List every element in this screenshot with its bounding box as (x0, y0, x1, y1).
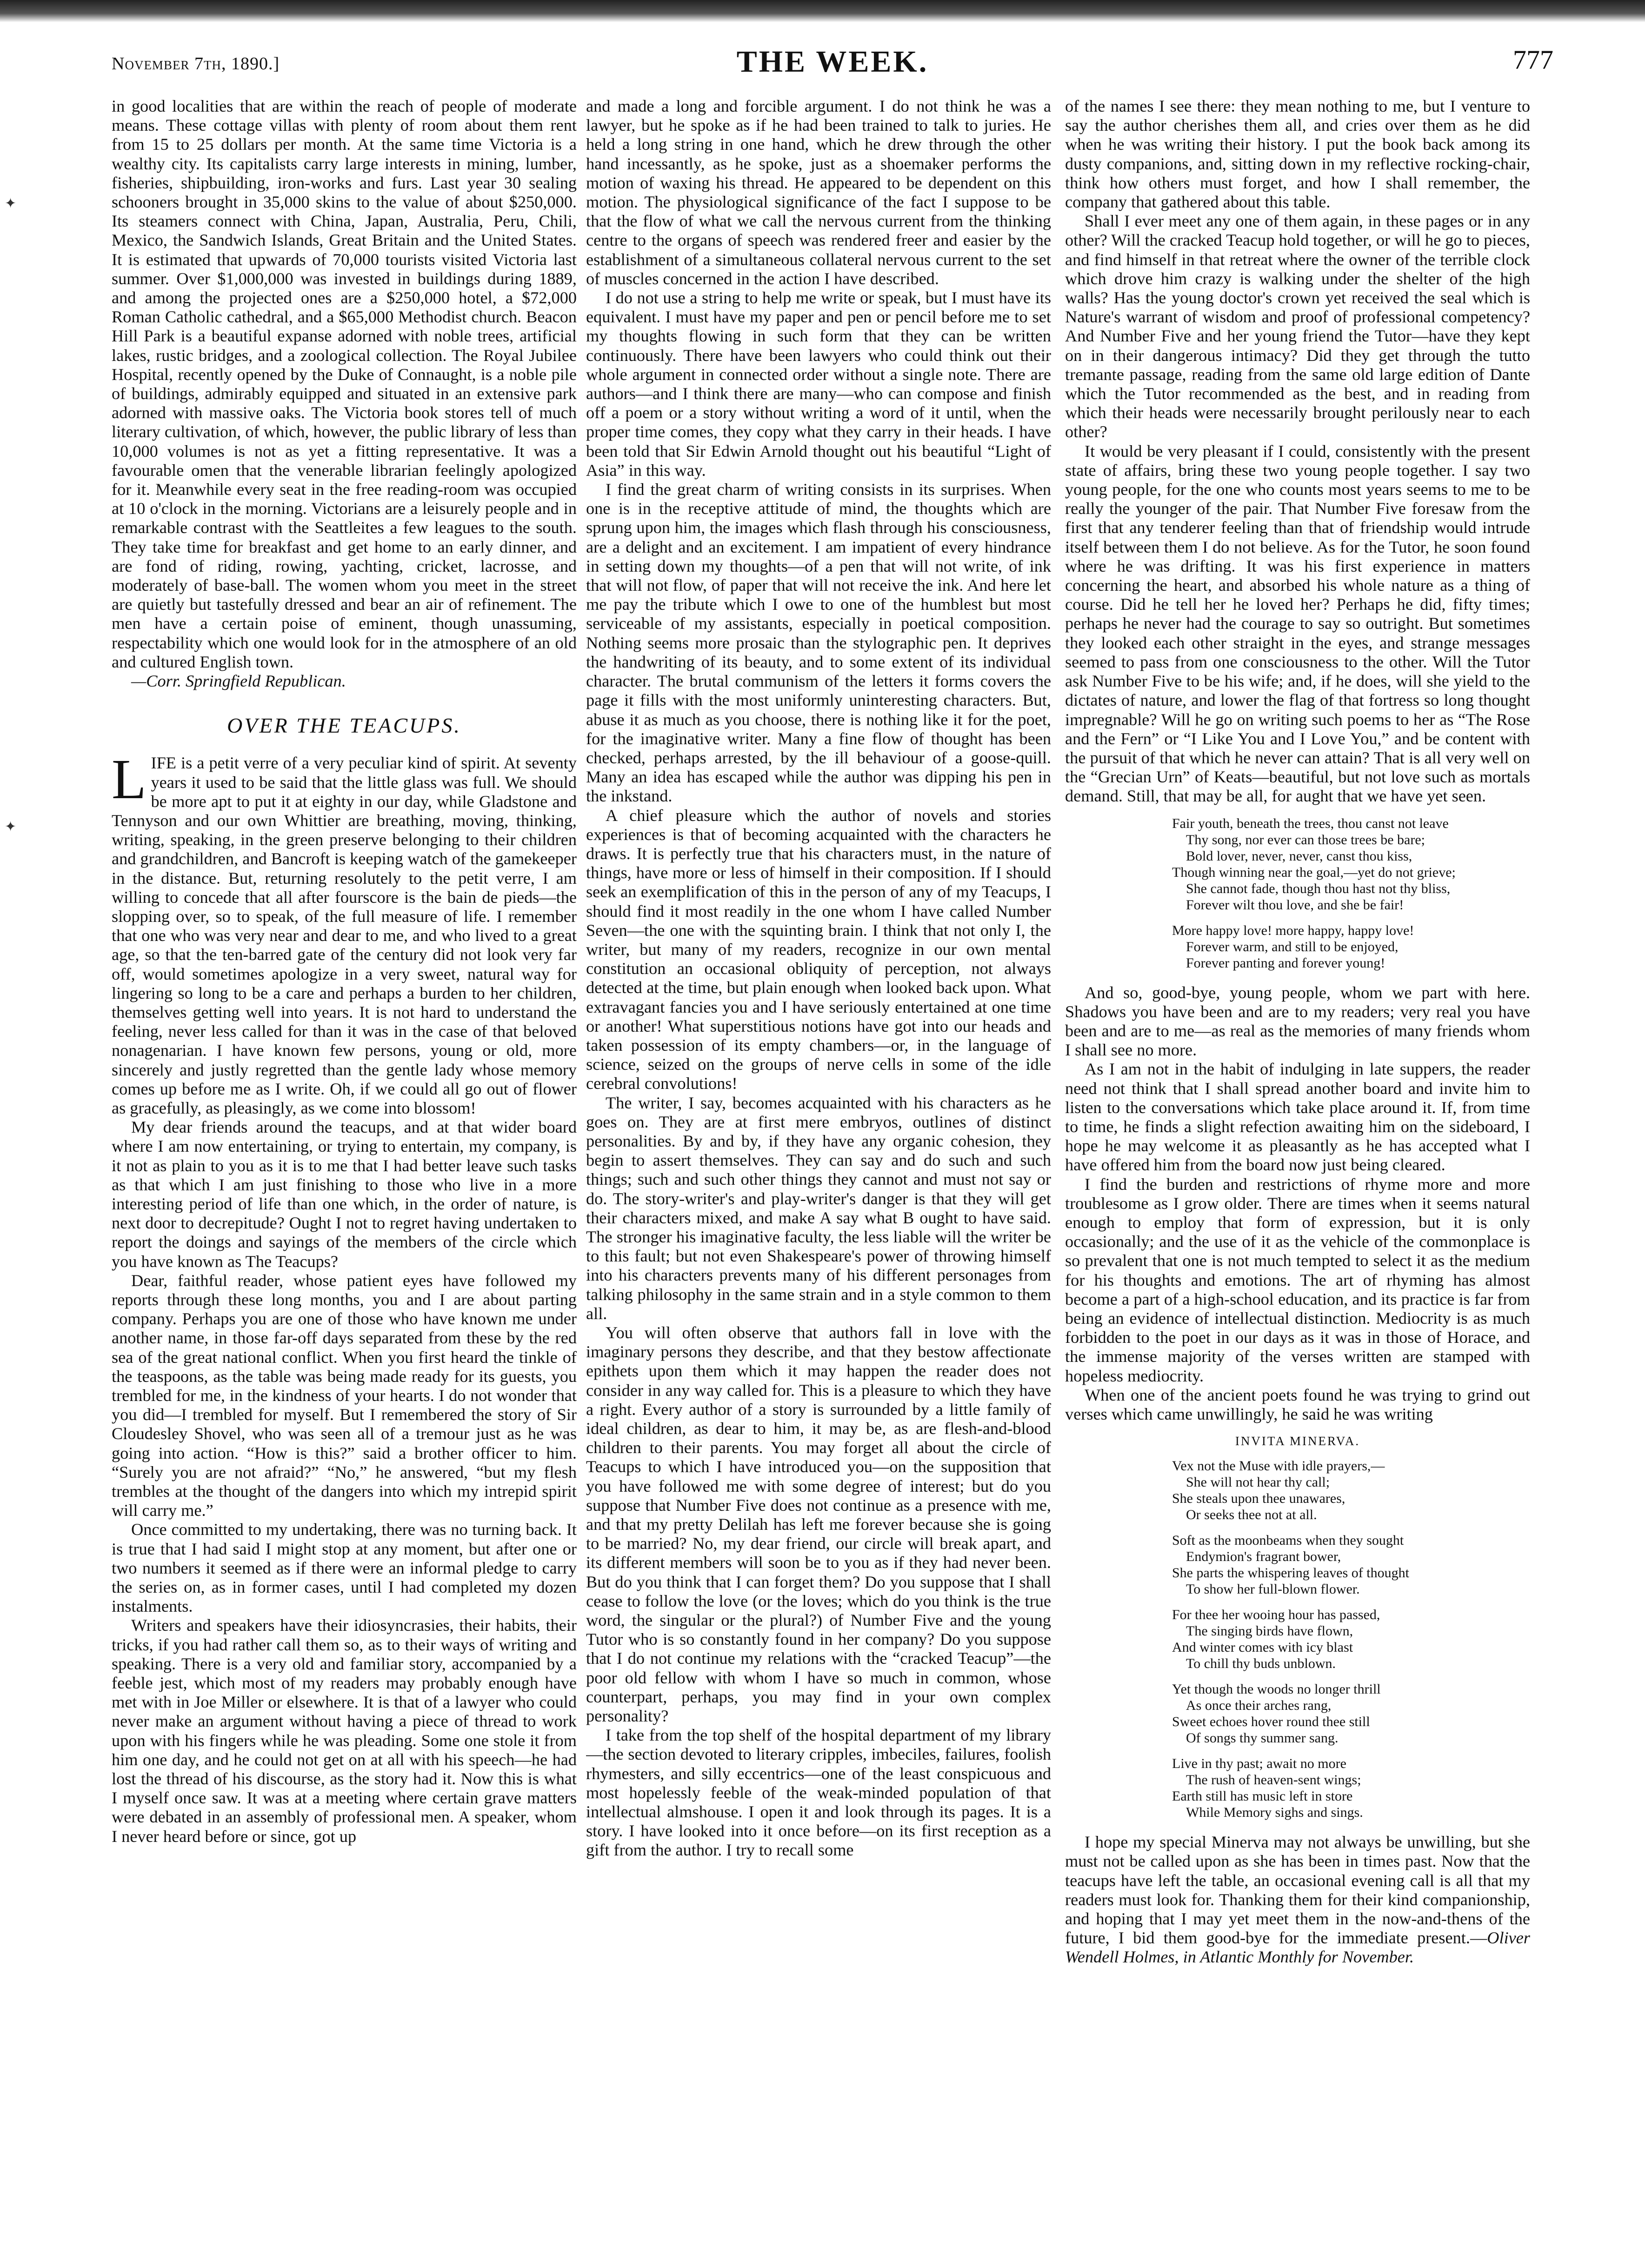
margin-mark-icon: ✦ (5, 819, 17, 834)
poem-stanza (1172, 1458, 1530, 1523)
paragraph: Shall I ever meet any one of them again, in these pages or in any other? Will the cracked Teacup hold together, or will he go to pieces, and find himself in that retreat where the owner of the terrible clock which drove him crazy is walking under the shelter of the high walls? Has the young doctor's crown yet received the seal which is Nature's warrant of wisdom and proof of professional competency? And Number Five and her young friend the Tutor—have they kept on in their dangerous intimacy? Did they get through the tutto tremante passage, reading from the same old large edition of Dante which the Tutor recommended as the best, and in reading from which their heads were necessarily brought perilously near to each other? (1065, 212, 1530, 441)
paragraph: A chief pleasure which the author of novels and stories experiences is that of becoming acquainted with the characters he draws. It is perfectly true that his characters must, in the nature of things, have more or less of himself in their composition. If I should seek an exemplification of this in the person of any of my Teacups, I should find it most readily in the one whom I have called Number Seven—the one with the squinting brain. I think that not only I, the writer, but many of my readers, recognize in our own mental constitution an occasional obliquity of perception, not always detected at the time, but plain enough when looked back upon. What extravagant fancies you and I have seriously entertained at one time or another! What superstitious notions have got into our heads and taken possession of its empty chambers—or, in the language of science, seized on the groups of nerve cells in some of the idle cerebral convolutions! (586, 806, 1051, 1093)
paragraph: I find the great charm of writing consists in its surprises. When one is in the receptive attitude of mind, the thoughts which are sprung upon him, the images which flash through his consciousness, are a delight and an excitement. I am impatient of every hindrance in setting down my thoughts—of a pen that will not write, of ink that will not flow, of paper that will not receive the ink. And here let me pay the tribute which I owe to one of the humblest but most serviceable of my assistants, especially in poetical composition. Nothing seems more prosaic than the stylographic pen. It deprives the handwriting of its beauty, and to some extent of its individual character. The brutal communism of the letters it forms covers the page it fills with the most uniformly uninteresting characters. But, abuse it as much as you choose, there is nothing like it for the poet, for the imaginative writer. Many a fine flow of thought has been checked, perhaps arrested, by the ill behaviour of a goose-quill. Many an idea has escaped while the author was dipping his pen in the inkstand. (586, 480, 1051, 806)
paragraph: and made a long and forcible argument. I do not think he was a lawyer, but he spoke as if he had been trained to talk to juries. He held a long string in one hand, which he drew through the other hand incessantly, as he spoke, just as a shoemaker performs the motion of waxing his thread. He appeared to be dependent on this motion. The physiological significance of the fact I suppose to be that the flow of what we call the nervous current from the thinking centre to the organs of speech was rendered freer and easier by the establishment of a simultaneous collateral nervous current to the set of muscles concerned in the action I have described. (586, 97, 1051, 288)
paragraph: And so, good-bye, young people, whom we part with here. Shadows you have been and are to my readers; very real you have been and are to me—as real as the memories of many friends whom I shall see no more. (1065, 983, 1530, 1060)
paragraph: I do not use a string to help me write or speak, but I must have its equivalent. I must have my paper and pen or pencil before me to set my thoughts flowing in such form that they can be written continuously. There have been lawyers who could think out their whole argument in connected order without a single note. There are authors—and I think there are many—who can compose and finish off a poem or a story without writing a word of it until, when the proper time comes, they copy what they carry in their heads. I have been told that Sir Edwin Arnold thought out his beautiful “Light of Asia” in this way. (586, 288, 1051, 480)
paragraph: I take from the top shelf of the hospital department of my library—the section devoted to literary cripples, imbeciles, failures, foolish rhymesters, and silly eccentrics—one of the least conspicuous and most hopelessly feeble of the weak-minded population of that intellectual almshouse. I open it and look through its pages. It is a story. I have looked into it once before—on its first reception as a gift from the author. I try to recall some (586, 1726, 1051, 1860)
poem-line: As once their arches rang, (1186, 1698, 1332, 1714)
poem-line: For thee her wooing hour has passed, (1172, 1607, 1380, 1623)
paragraph: Writers and speakers have their idiosyncrasies, their habits, their tricks, if you had rather call them so, as to their ways of writing and speaking. There is a very old and familiar story, accompanied by a feeble jest, which most of my readers may probably enough have met with in Joe Miller or elsewhere. It is that of a lawyer who could never make an argument without having a piece of thread to work upon with his fingers while he was pleading. Some one stole it from him one day, and he could not get on at all with his speech—he had lost the thread of his discourse, as the story had it. Now this is what I myself once saw. It was at a meeting where certain grave matters were debated in an assembly of professional men. A speaker, whom I never heard before or since, got up (112, 1616, 577, 1846)
poem-line: To show her full-blown flower. (1186, 1581, 1360, 1597)
poem-stanza (1172, 1755, 1530, 1821)
paragraph: LIFE is a petit verre of a very peculiar kind of spirit. At seventy years it used to be said that the little glass was full. We should be more apt to put it at eighty in our day, while Gladstone and Tennyson and our own Whittier are breathing, moving, thinking, writing, speaking, in the green preserve belonging to their children and grandchildren, and Bancroft is keeping watch of the gamekeeper in the distance. But, returning resolutely to the petit verre, I am willing to concede that all after fourscore is the bain de pieds—the slopping over, so to speak, of the full measure of life. I remember that one who was very near and dear to me, and who lived to a great age, so that the ten-barred gate of the century did not look very far off, would sometimes apologize in a very sweet, natural way for lingering so long to be a care and perhaps a burden to her children, themselves getting well into years. It is not hard to understand the feeling, never less called for than it was in the case of that beloved nonagenarian. I have known few persons, young or old, more sincerely and justly regretted than the gentle lady whose memory comes up before me as I write. Oh, if we could all go out of flower as gracefully, as pleasingly, as we come into blossom! (112, 748, 577, 1117)
poem-line: Fair youth, beneath the trees, thou canst not leave (1172, 815, 1449, 831)
poem-line: Or seeks thee not at all. (1186, 1507, 1317, 1523)
poem-stanza (1172, 922, 1530, 971)
byline: —Corr. Springfield Republican. (131, 672, 346, 691)
poem-stanza (1172, 815, 1530, 913)
margin-mark-icon: ✦ (5, 196, 17, 211)
column-3 (1065, 97, 1530, 2218)
poem-line: Of songs thy summer sang. (1186, 1730, 1339, 1746)
poem-line: More happy love! more happy, happy love! (1172, 922, 1414, 938)
poem-line: Earth still has music left in store (1172, 1788, 1353, 1804)
poem-invita-minerva (1172, 1458, 1530, 1821)
poem-line: Forever wilt thou love, and she be fair! (1186, 897, 1404, 913)
issue-date: November 7th, 1890.] (112, 54, 280, 73)
poem-line: Sweet echoes hover round thee still (1172, 1714, 1370, 1730)
poem-stanza (1172, 1532, 1530, 1597)
poem-title: INVITA MINERVA. (1235, 1434, 1360, 1448)
column-1 (112, 97, 577, 2218)
poem-line: While Memory sighs and sings. (1186, 1805, 1363, 1821)
paragraph: It would be very pleasant if I could, consistently with the present state of affairs, bring these two young people together. I say two young people, for the one who counts most years seems to me to be really the younger of the pair. That Number Five foresaw from the first that any tenderer feeling than that of friendship would intrude itself between them I do not believe. As for the Tutor, he soon found where he was drifting. It was his first experience in matters concerning the heart, and absorbed his whole nature as a thing of course. Did he tell her he loved her? Perhaps he did, fifty times; perhaps he never had the courage to say so outright. But sometimes they looked each other straight in the eyes, and strange messages seemed to pass from one consciousness to the other. Will the Tutor ask Number Five to be his wife; and, if he does, will she yield to the dictates of nature, and lower the flag of that fortress so long thought impregnable? Will he go on writing such poems to her as “The Rose and the Fern” or “I Like You and I Love You,” and be content with the pursuit of that which he never can attain? That is all very well on the “Grecian Urn” of Keats—beautiful, but not love such as mortals demand. Still, that may be all, for aught that we have yet seen. (1065, 441, 1530, 806)
poem-line: Though winning near the goal,—yet do not grieve; (1172, 864, 1456, 880)
drop-cap: L (112, 748, 147, 811)
poem-line: Endymion's fragrant bower, (1186, 1549, 1341, 1565)
paragraph: You will often observe that authors fall in love with the imaginary persons they describe, and that they bestow affectionate epithets upon them which it may happen the reader does not consider in any way called for. This is a pleasure to which they have a right. Every author of a story is surrounded by a little family of ideal children, as dear to him, it may be, as are flesh-and-blood children to their parents. You may forget all about the circle of Teacups to which I have introduced you—on the supposition that you have followed me with some degree of interest; but do you suppose that Number Five does not continue as a presence with me, and that my pretty Delilah has left me forever because she is going to be married? No, my dear friend, our circle will break apart, and its different members will soon be to you as if they had never been. But do you think that I can forget them? Do you suppose that I shall cease to follow the love (or the loves; which do you think is the true word, the singular or the plural?) of Number Five and the young Tutor who is so constantly found in her company? Do you suppose that I do not continue my relations with the “cracked Teacup”—the poor old fellow with whom I have so much in common, whose counterpart, perhaps, you may find in your own complex personality? (586, 1323, 1051, 1726)
poem-line: She cannot fade, though thou hast not thy bliss, (1186, 881, 1451, 896)
poem-line: She steals upon thee unawares, (1172, 1491, 1345, 1507)
article-source: Oliver Wendell Holmes, in Atlantic Monthly for November. (1065, 1928, 1530, 1967)
poem-stanza (1172, 1607, 1530, 1672)
column-2 (586, 97, 1051, 2218)
poem-line: Yet though the woods no longer thrill (1172, 1681, 1381, 1697)
poem-line: Forever warm, and still to be enjoyed, (1186, 939, 1399, 954)
poem-line: Thy song, nor ever can those trees be bare; (1186, 832, 1425, 847)
page-header (112, 40, 1553, 81)
poem-keats (1172, 815, 1530, 971)
poem-line: Live in thy past; await no more (1172, 1756, 1346, 1772)
paragraph: of the names I see there: they mean nothing to me, but I venture to say the author cherishes them all, and cries over them as he did when he was writing their history. I put the book back among its dusty companions, and, sitting down in my reflective rocking-chair, think how others must forget, and how I shall remember, the company that gathered about this table. (1065, 97, 1530, 212)
poem-line: She will not hear thy call; (1186, 1474, 1330, 1490)
page-number: 777 (1513, 45, 1553, 75)
section-title: OVER THE TEACUPS. (227, 714, 461, 738)
poem-line: Soft as the moonbeams when they sought (1172, 1533, 1404, 1548)
poem-line: Forever panting and forever young! (1186, 955, 1385, 971)
paragraph: Dear, faithful reader, whose patient eyes have followed my reports through these long months, you and I are about parting company. Perhaps you are one of those who have known me under another name, in those far-off days separated from these by the red sea of the great national conflict. When you first heard the tinkle of the teaspoons, as the table was being made ready for its guests, you trembled for me, in the kindness of your hearts. I do not wonder that you did—I trembled for myself. But I remembered the story of Sir Cloudesley Shovel, who was seen all of a tremour just as he was going into action. “How is this?” said a brother officer to him. “Surely you are not afraid?” “No,” he answered, “but my flesh trembles at the thought of the dangers into which my intrepid spirit will carry me.” (112, 1271, 577, 1520)
paragraph: Once committed to my undertaking, there was no turning back. It is true that I had said I might stop at any moment, but after one or two numbers it seemed as if there were an informal pledge to carry the series on, as in former cases, until I had completed my dozen instalments. (112, 1520, 577, 1616)
masthead-title: THE WEEK. (736, 45, 929, 79)
paragraph: When one of the ancient poets found he was trying to grind out verses which came unwillingly, he said he was writing (1065, 1385, 1530, 1423)
paragraph: My dear friends around the teacups, and at that wider board where I am now entertaining, or trying to entertain, my company, is it not as plain to you as it is to me that I had better leave such tasks as that which I am just finishing to those who live in a more interesting period of life than one which, in the order of nature, is next door to decrepitude? Ought I not to regret having undertaken to report the doings and sayings of the members of the circle which you have known as The Teacups? (112, 1118, 577, 1271)
top-border (0, 0, 1645, 22)
poem-line: Vex not the Muse with idle prayers,— (1172, 1458, 1385, 1474)
poem-line: To chill thy buds unblown. (1186, 1656, 1336, 1672)
paragraph: I find the burden and restrictions of rhyme more and more troublesome as I grow older. There are times when it seems natural enough to employ that form of expression, but it is only occasionally; and the use of it as the vehicle of the commonplace is so prevalent that one is not much tempted to select it as the medium for his thoughts and emotions. The art of rhyming has almost become a part of a high-school education, and its practice is far from being an evidence of intellectual distinction. Mediocrity is as much forbidden to the poet in our days as it was in those of Horace, and the immense majority of the verses written are stamped with hopeless mediocrity. (1065, 1174, 1530, 1385)
poem-line: The singing birds have flown, (1186, 1623, 1353, 1639)
poem-line: And winter comes with icy blast (1172, 1640, 1353, 1655)
poem-stanza (1172, 1681, 1530, 1746)
poem-line: She parts the whispering leaves of thought (1172, 1565, 1409, 1581)
paragraph: As I am not in the habit of indulging in late suppers, the reader need not think that I shall spread another board and invite him to listen to the conversations which take place around it. If, from time to time, he finds a slight refection awaiting him on the sideboard, I hope he may welcome it as pleasantly as he has accepted what I have offered him from the board now just being cleared. (1065, 1060, 1530, 1174)
paragraph: I hope my special Minerva may not always be unwilling, but she must not be called upon as she has been in times past. Now that the teacups have left the table, an occasional evening call is all that my readers must look for. Thanking them for their kind companionship, and hoping that I may yet meet them in the now-and-thens of the future, I bid them good-bye for the immediate present.—Oliver Wendell Holmes, in Atlantic Monthly for November. (1065, 1833, 1530, 1967)
poem-line: The rush of heaven-sent wings; (1186, 1772, 1361, 1788)
poem-line: Bold lover, never, never, canst thou kiss, (1186, 848, 1412, 864)
paragraph: The writer, I say, becomes acquainted with his characters as he goes on. They are at first mere embryos, outlines of distinct personalities. By and by, if they have any organic cohesion, they begin to assert themselves. They can say and do such and such things; such and such other things they cannot and must not say or do. The story-writer's and play-writer's danger is that they will get their characters mixed, and make A say what B ought to have said. The stronger his imaginative faculty, the less liable will the writer be to this fault; but not even Shakespeare's power of throwing himself into his characters prevents many of his different personages from talking philosophy in the same strain and in a style common to them all. (586, 1093, 1051, 1323)
paragraph: in good localities that are within the reach of people of moderate means. These cottage villas with plenty of room about them rent from 15 to 25 dollars per month. At the same time Victoria is a wealthy city. Its capitalists carry large interests in mining, lumber, fisheries, shipbuilding, iron-works and furs. Last year 30 sealing schooners brought in 35,000 skins to the value of about $250,000. Its steamers connect with China, Japan, Australia, Peru, Chili, Mexico, the Sandwich Islands, Great Britain and the United States. It is estimated that upwards of 70,000 tourists visited Victoria last summer. Over $1,000,000 was invested in buildings during 1889, and among the projected ones are a $250,000 hotel, a $72,000 Roman Catholic cathedral, and a $65,000 Methodist church. Beacon Hill Park is a beautiful expanse adorned with noble trees, artificial lakes, rustic bridges, and a zoological collection. The Royal Jubilee Hospital, recently opened by the Duke of Connaught, is a noble pile of buildings, admirably equipped and situated in an extensive park adorned with massive oaks. The Victoria book stores tell of much literary cultivation, of which, however, the public library of less than 10,000 volumes is not as yet a fitting representative. It was a favourable omen that the venerable librarian feelingly apologized for it. Meanwhile every seat in the free reading-room was occupied at 10 o'clock in the morning. Victorians are a leisurely people and in remarkable contrast with the Seattleites a few leagues to the south. They take time for breakfast and get home to an early dinner, and are fond of riding, rowing, yachting, cricket, lacrosse, and moderately of base-ball. The women whom you meet in the street are quietly but tastefully dressed and bear an air of refinement. The men have a certain poise of eminent, though unassuming, respectability which one would look for in the atmosphere of an old and cultured English town. (112, 97, 577, 671)
